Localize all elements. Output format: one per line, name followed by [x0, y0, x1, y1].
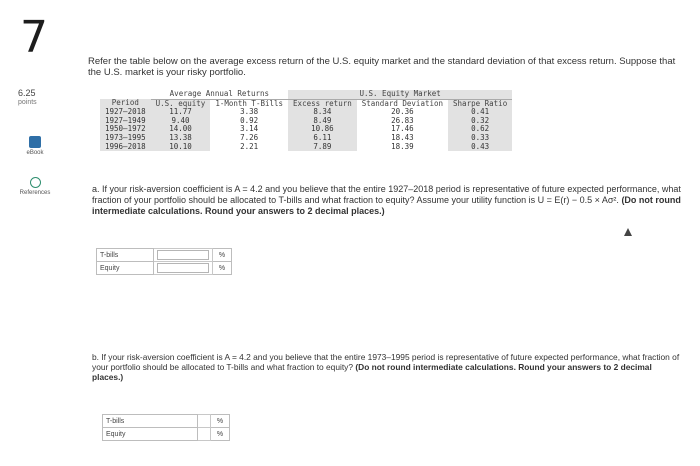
col-header: Sharpe Ratio [448, 99, 512, 108]
references-icon [30, 177, 41, 188]
question-a-text: a. If your risk-aversion coefficient is A = 4.2 and you believe that the entire 1927–2018 period is representative of future expected performance, what fraction of your portfolio should be allocated to T-bills and what fraction to equity? Assume your utility function is U = E(r) − 0.5 × Aσ². [92, 184, 681, 205]
table-row [100, 143, 512, 152]
col-header: U.S. equity [151, 99, 211, 108]
cell: 0.32 [448, 117, 512, 126]
cell: 17.46 [391, 124, 414, 134]
cell: 1927–1949 [100, 117, 151, 126]
col-header: Standard Deviation [361, 98, 444, 108]
cell: 10.86 [288, 125, 357, 134]
question-b-instruction: (Do not round intermediate calculations. Round your answers to 2 decimal places.) [92, 362, 652, 382]
cell: 1950–1972 [100, 125, 151, 134]
cell: 3.14 [240, 124, 259, 134]
cell: 7.26 [240, 132, 259, 142]
cell: 0.33 [448, 134, 512, 143]
ebook-label: eBook [26, 150, 44, 156]
equity-label: Equity [103, 428, 198, 441]
table-row [100, 108, 512, 117]
cell: 10.10 [151, 143, 211, 152]
references-label: References [19, 190, 51, 196]
question-a [92, 184, 682, 217]
tbills-label: T-bills [103, 415, 198, 428]
cell: 18.39 [391, 141, 414, 151]
cell: 13.38 [151, 134, 211, 143]
references-link[interactable] [12, 177, 58, 196]
question-b [92, 352, 682, 382]
ebook-link[interactable] [12, 136, 58, 156]
col-header: 1-Month T-Bills [215, 98, 284, 108]
points-label: points [18, 99, 37, 106]
cell: 6.11 [288, 134, 357, 143]
percent-sign: % [211, 428, 230, 441]
equity-a-input[interactable] [157, 263, 209, 273]
cell: 20.36 [391, 107, 414, 117]
table-row [100, 125, 512, 134]
percent-sign: % [213, 249, 232, 262]
cell: 14.00 [151, 125, 211, 134]
cell: 11.77 [151, 108, 211, 117]
cell: 8.34 [288, 108, 357, 117]
cell: 0.41 [448, 108, 512, 117]
col-header: Period [100, 99, 151, 108]
tbills-b-input[interactable] [198, 415, 211, 428]
group-avg-header: Average Annual Returns [151, 90, 288, 99]
answer-a-table [96, 248, 232, 275]
cell: 2.21 [240, 141, 259, 151]
cell: 9.40 [151, 117, 211, 126]
answer-b-table [102, 414, 230, 441]
percent-sign: % [211, 415, 230, 428]
cell: 1927–2018 [100, 108, 151, 117]
tbills-label: T-bills [97, 249, 154, 262]
book-icon [29, 136, 41, 148]
group-equity-header: U.S. Equity Market [288, 90, 512, 99]
question-b-text: b. If your risk-aversion coefficient is A = 4.2 and you believe that the entire 1973–1995 period is representative of future expected performance, what fraction of your portfolio should be allocated to T-bills and what fraction to equity? [92, 352, 680, 372]
percent-sign: % [213, 262, 232, 275]
cell: 1996–2018 [100, 143, 151, 152]
cell: 0.62 [448, 125, 512, 134]
cell: 26.83 [391, 115, 414, 125]
question-number: 7 [20, 12, 48, 63]
cell: 0.92 [240, 115, 259, 125]
mouse-cursor-icon [624, 228, 632, 236]
table-row [100, 117, 512, 126]
equity-b-input[interactable] [198, 428, 211, 441]
cell: 18.43 [391, 132, 414, 142]
points-box [18, 88, 37, 108]
cell: 7.89 [288, 143, 357, 152]
table-row [100, 134, 512, 143]
cell: 1973–1995 [100, 134, 151, 143]
question-a-instruction: (Do not round intermediate calculations. Round your answers to 2 decimal places.) [92, 195, 681, 216]
cell: 8.49 [288, 117, 357, 126]
tbills-a-input[interactable] [157, 250, 209, 260]
cell: 3.38 [240, 107, 259, 117]
col-header: Excess return [288, 99, 357, 108]
equity-input-cell[interactable] [154, 262, 213, 275]
points-value: 6.25 [18, 88, 36, 98]
intro-text: Refer the table below on the average excess return of the U.S. equity market and the standard deviation of that excess return. Suppose that the U.S. market is your risky portfolio. [88, 56, 676, 78]
equity-label: Equity [97, 262, 154, 275]
returns-table [100, 90, 512, 151]
cell: 0.43 [448, 143, 512, 152]
tbills-input-cell[interactable] [154, 249, 213, 262]
